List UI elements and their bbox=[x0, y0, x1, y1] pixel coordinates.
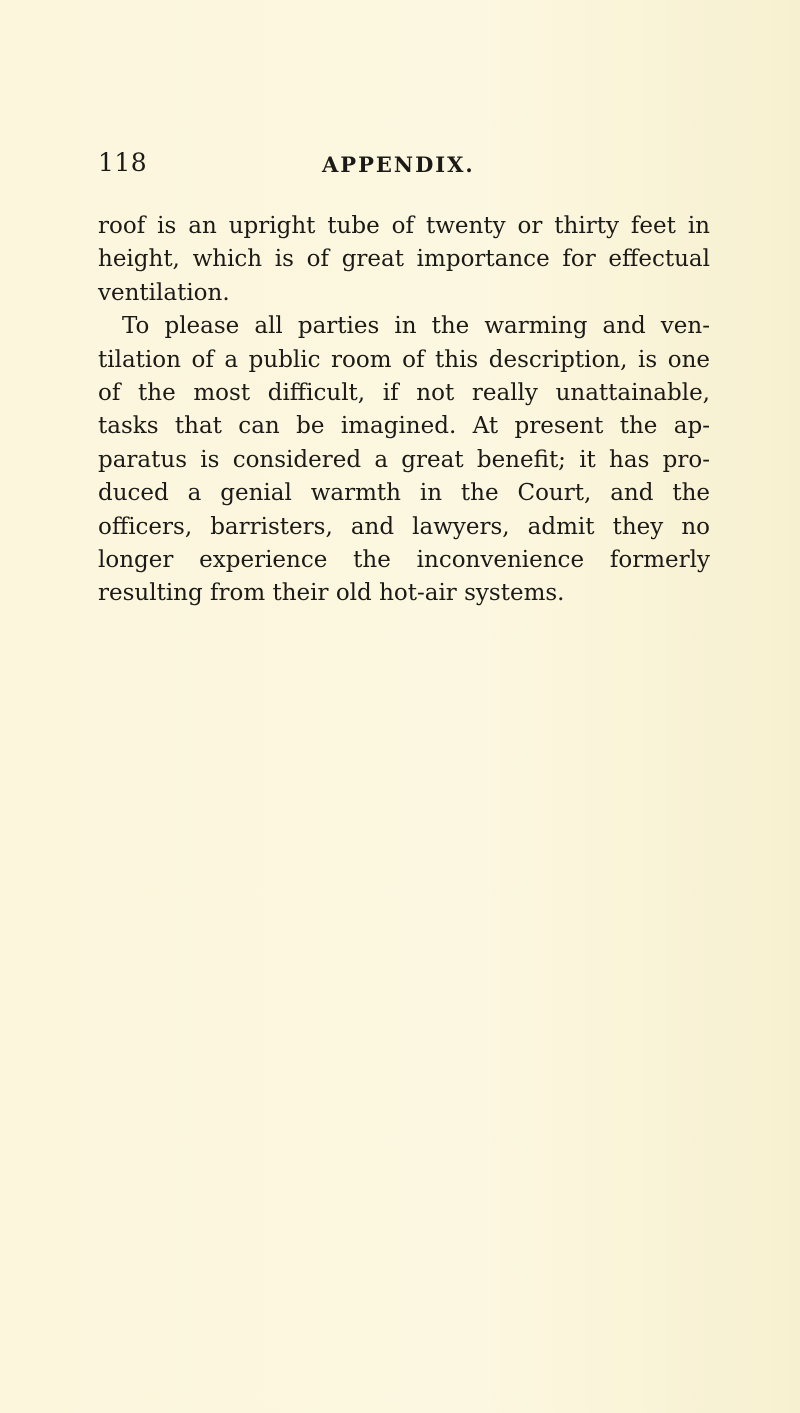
text-line: roof is an upright tube of twenty or thirty feet in bbox=[98, 213, 710, 239]
text-line: tilation of a public room of this description, is one bbox=[98, 346, 710, 373]
text-line: of the most difficult, if not really unattainable, bbox=[98, 380, 710, 407]
running-head: APPENDIX. bbox=[322, 152, 475, 177]
text-line: resulting from their old hot-air systems. bbox=[98, 580, 565, 607]
text-line: paratus is considered a great benefit; it has pro- bbox=[98, 446, 710, 473]
text-line: height, which is of great importance for effectual bbox=[98, 246, 710, 273]
text-line: duced a genial warmth in the Court, and the bbox=[98, 480, 710, 507]
text-line: officers, barristers, and lawyers, admit they no bbox=[98, 513, 710, 540]
text-line: tasks that can be imagined. At present the ap- bbox=[98, 413, 710, 440]
body-text bbox=[98, 210, 710, 611]
page-number: 118 bbox=[98, 148, 148, 177]
text-line: longer experience the inconvenience formerly bbox=[98, 547, 710, 574]
page-header bbox=[98, 148, 708, 182]
text-line: ventilation. bbox=[98, 279, 230, 306]
text-line: To please all parties in the warming and ven- bbox=[122, 313, 710, 340]
